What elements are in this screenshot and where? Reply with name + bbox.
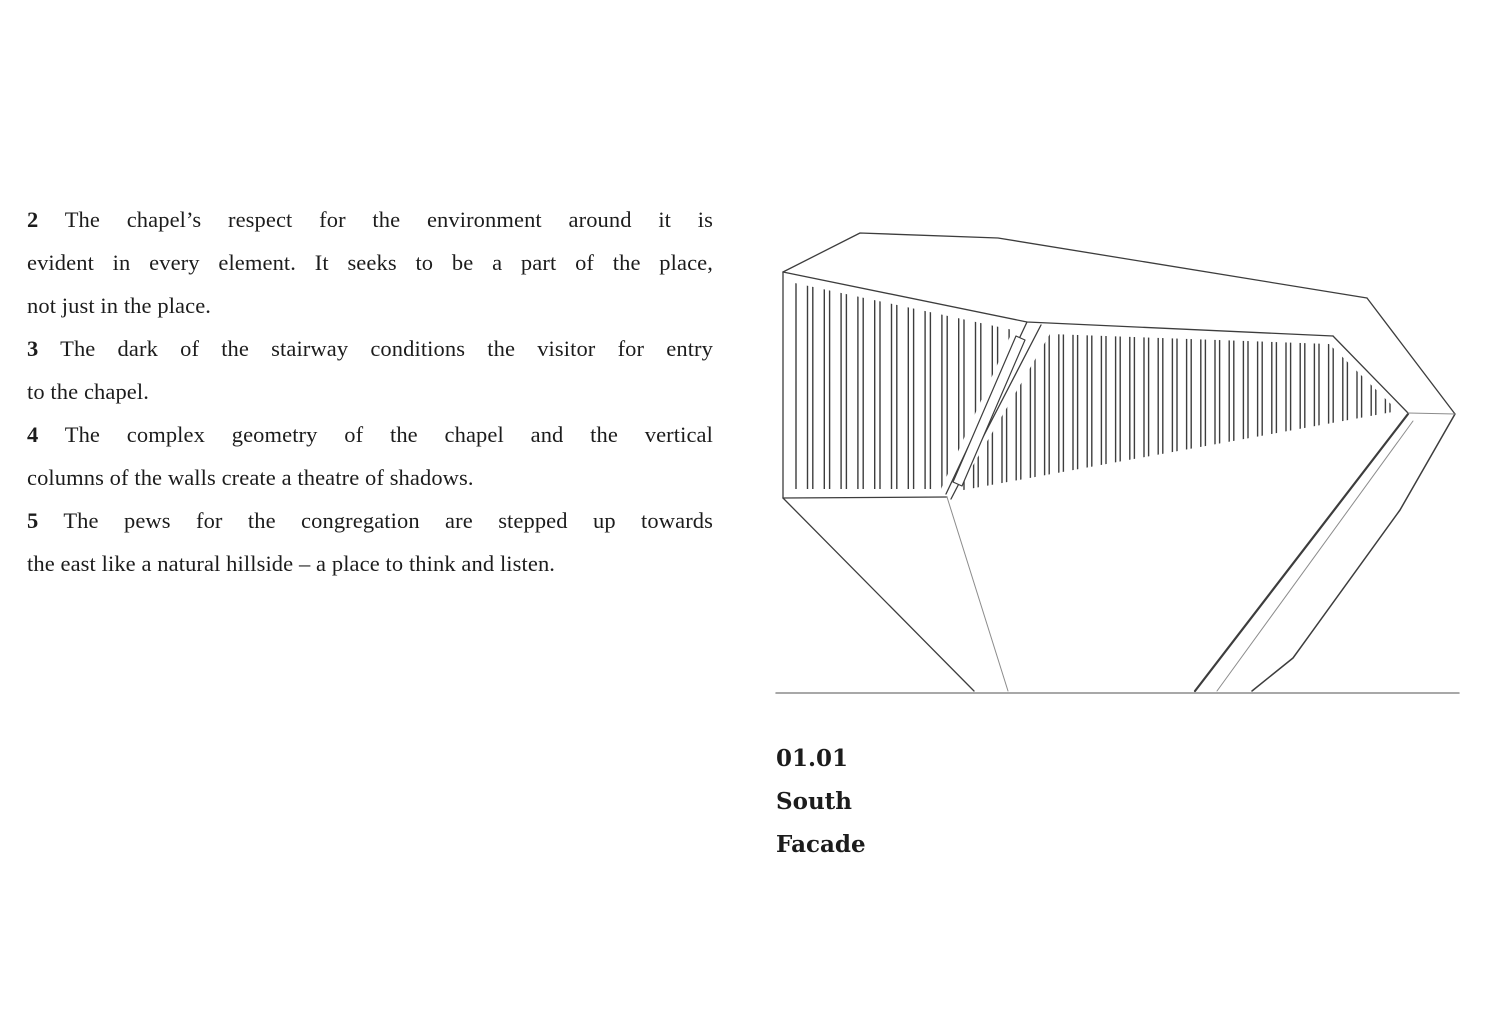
text-column	[27, 198, 713, 585]
louvre-slat	[830, 258, 842, 498]
louvre-slat	[1234, 314, 1244, 506]
figure-title: South Facade	[776, 788, 866, 858]
louvre-slat	[914, 258, 926, 498]
paragraph-line: 5 The pews for the congregation are stepped up towards	[27, 508, 713, 533]
louvre-slat	[1376, 314, 1386, 506]
louvre-slat	[1092, 314, 1102, 506]
louvre-slat	[1205, 314, 1215, 506]
louvre-slat	[947, 258, 959, 498]
figure-caption	[776, 737, 866, 866]
louvre-slat	[1177, 314, 1187, 506]
louvre-slat	[1191, 314, 1201, 506]
louvre-slat	[1120, 314, 1130, 506]
strut-left-edge	[1195, 414, 1408, 691]
louvre-slat	[1276, 314, 1286, 506]
paragraph-line: the east like a natural hillside – a place to think and listen.	[27, 551, 556, 576]
left-panel-bottom-edge	[783, 497, 947, 498]
louvre-slat	[813, 258, 825, 498]
louvre-slat	[1291, 314, 1301, 506]
strut-right-edge	[1252, 414, 1455, 691]
lower-left-inner-edge	[947, 497, 1008, 691]
louvre-slat	[1248, 314, 1258, 506]
paragraph	[27, 499, 713, 585]
paragraph-number: 5	[27, 508, 39, 533]
louvre-slat	[796, 258, 808, 498]
paragraph-line: 4 The complex geometry of the chapel and the vertical	[27, 422, 713, 447]
louvre-slat	[1362, 314, 1372, 506]
louvre-slat	[1035, 314, 1045, 506]
strut-middle-line	[1217, 421, 1413, 691]
louvre-slat	[1063, 314, 1073, 506]
paragraph-line: to the chapel.	[27, 379, 149, 404]
louvre-slat	[1163, 314, 1173, 506]
louvre-slat	[1078, 314, 1088, 506]
louvre-slat	[1319, 314, 1329, 506]
louvre-slat	[1305, 314, 1315, 506]
louvre-slat	[1134, 314, 1144, 506]
louvre-slat	[930, 258, 942, 498]
paragraph	[27, 327, 713, 413]
paragraph-number: 3	[27, 336, 39, 361]
louvre-slat	[863, 258, 875, 498]
lower-left-outer-edge	[783, 498, 974, 691]
paragraph	[27, 413, 713, 499]
left-louvre-panel	[796, 258, 1026, 498]
paragraph-line: evident in every element. It seeks to be a part of the place,	[27, 250, 713, 275]
right-louvre-panel	[964, 314, 1400, 506]
paragraph-line: columns of the walls create a theatre of shadows.	[27, 465, 474, 490]
louvre-slat	[1390, 314, 1400, 506]
paragraph-number: 2	[27, 207, 39, 232]
figure-number: 01.01	[776, 745, 849, 772]
paragraph-line: 3 The dark of the stairway conditions the visitor for entry	[27, 336, 713, 361]
paragraph-line: 2 The chapel’s respect for the environment around it is	[27, 207, 713, 232]
paragraph-number: 4	[27, 422, 39, 447]
louvre-slat	[1347, 314, 1357, 506]
roof-top-edge	[783, 233, 1367, 298]
louvre-slat	[1220, 314, 1230, 506]
apex-connector-line	[1408, 413, 1455, 414]
louvre-slat	[1049, 314, 1059, 506]
louvre-slat	[897, 258, 909, 498]
louvre-slat	[1333, 314, 1343, 506]
louvre-slat	[1106, 314, 1116, 506]
paragraph-line: not just in the place.	[27, 293, 212, 318]
paragraph	[27, 198, 713, 327]
louvre-slat	[846, 258, 858, 498]
south-facade-drawing	[750, 200, 1480, 720]
louvre-slat	[1149, 314, 1159, 506]
louvre-slat	[1262, 314, 1272, 506]
